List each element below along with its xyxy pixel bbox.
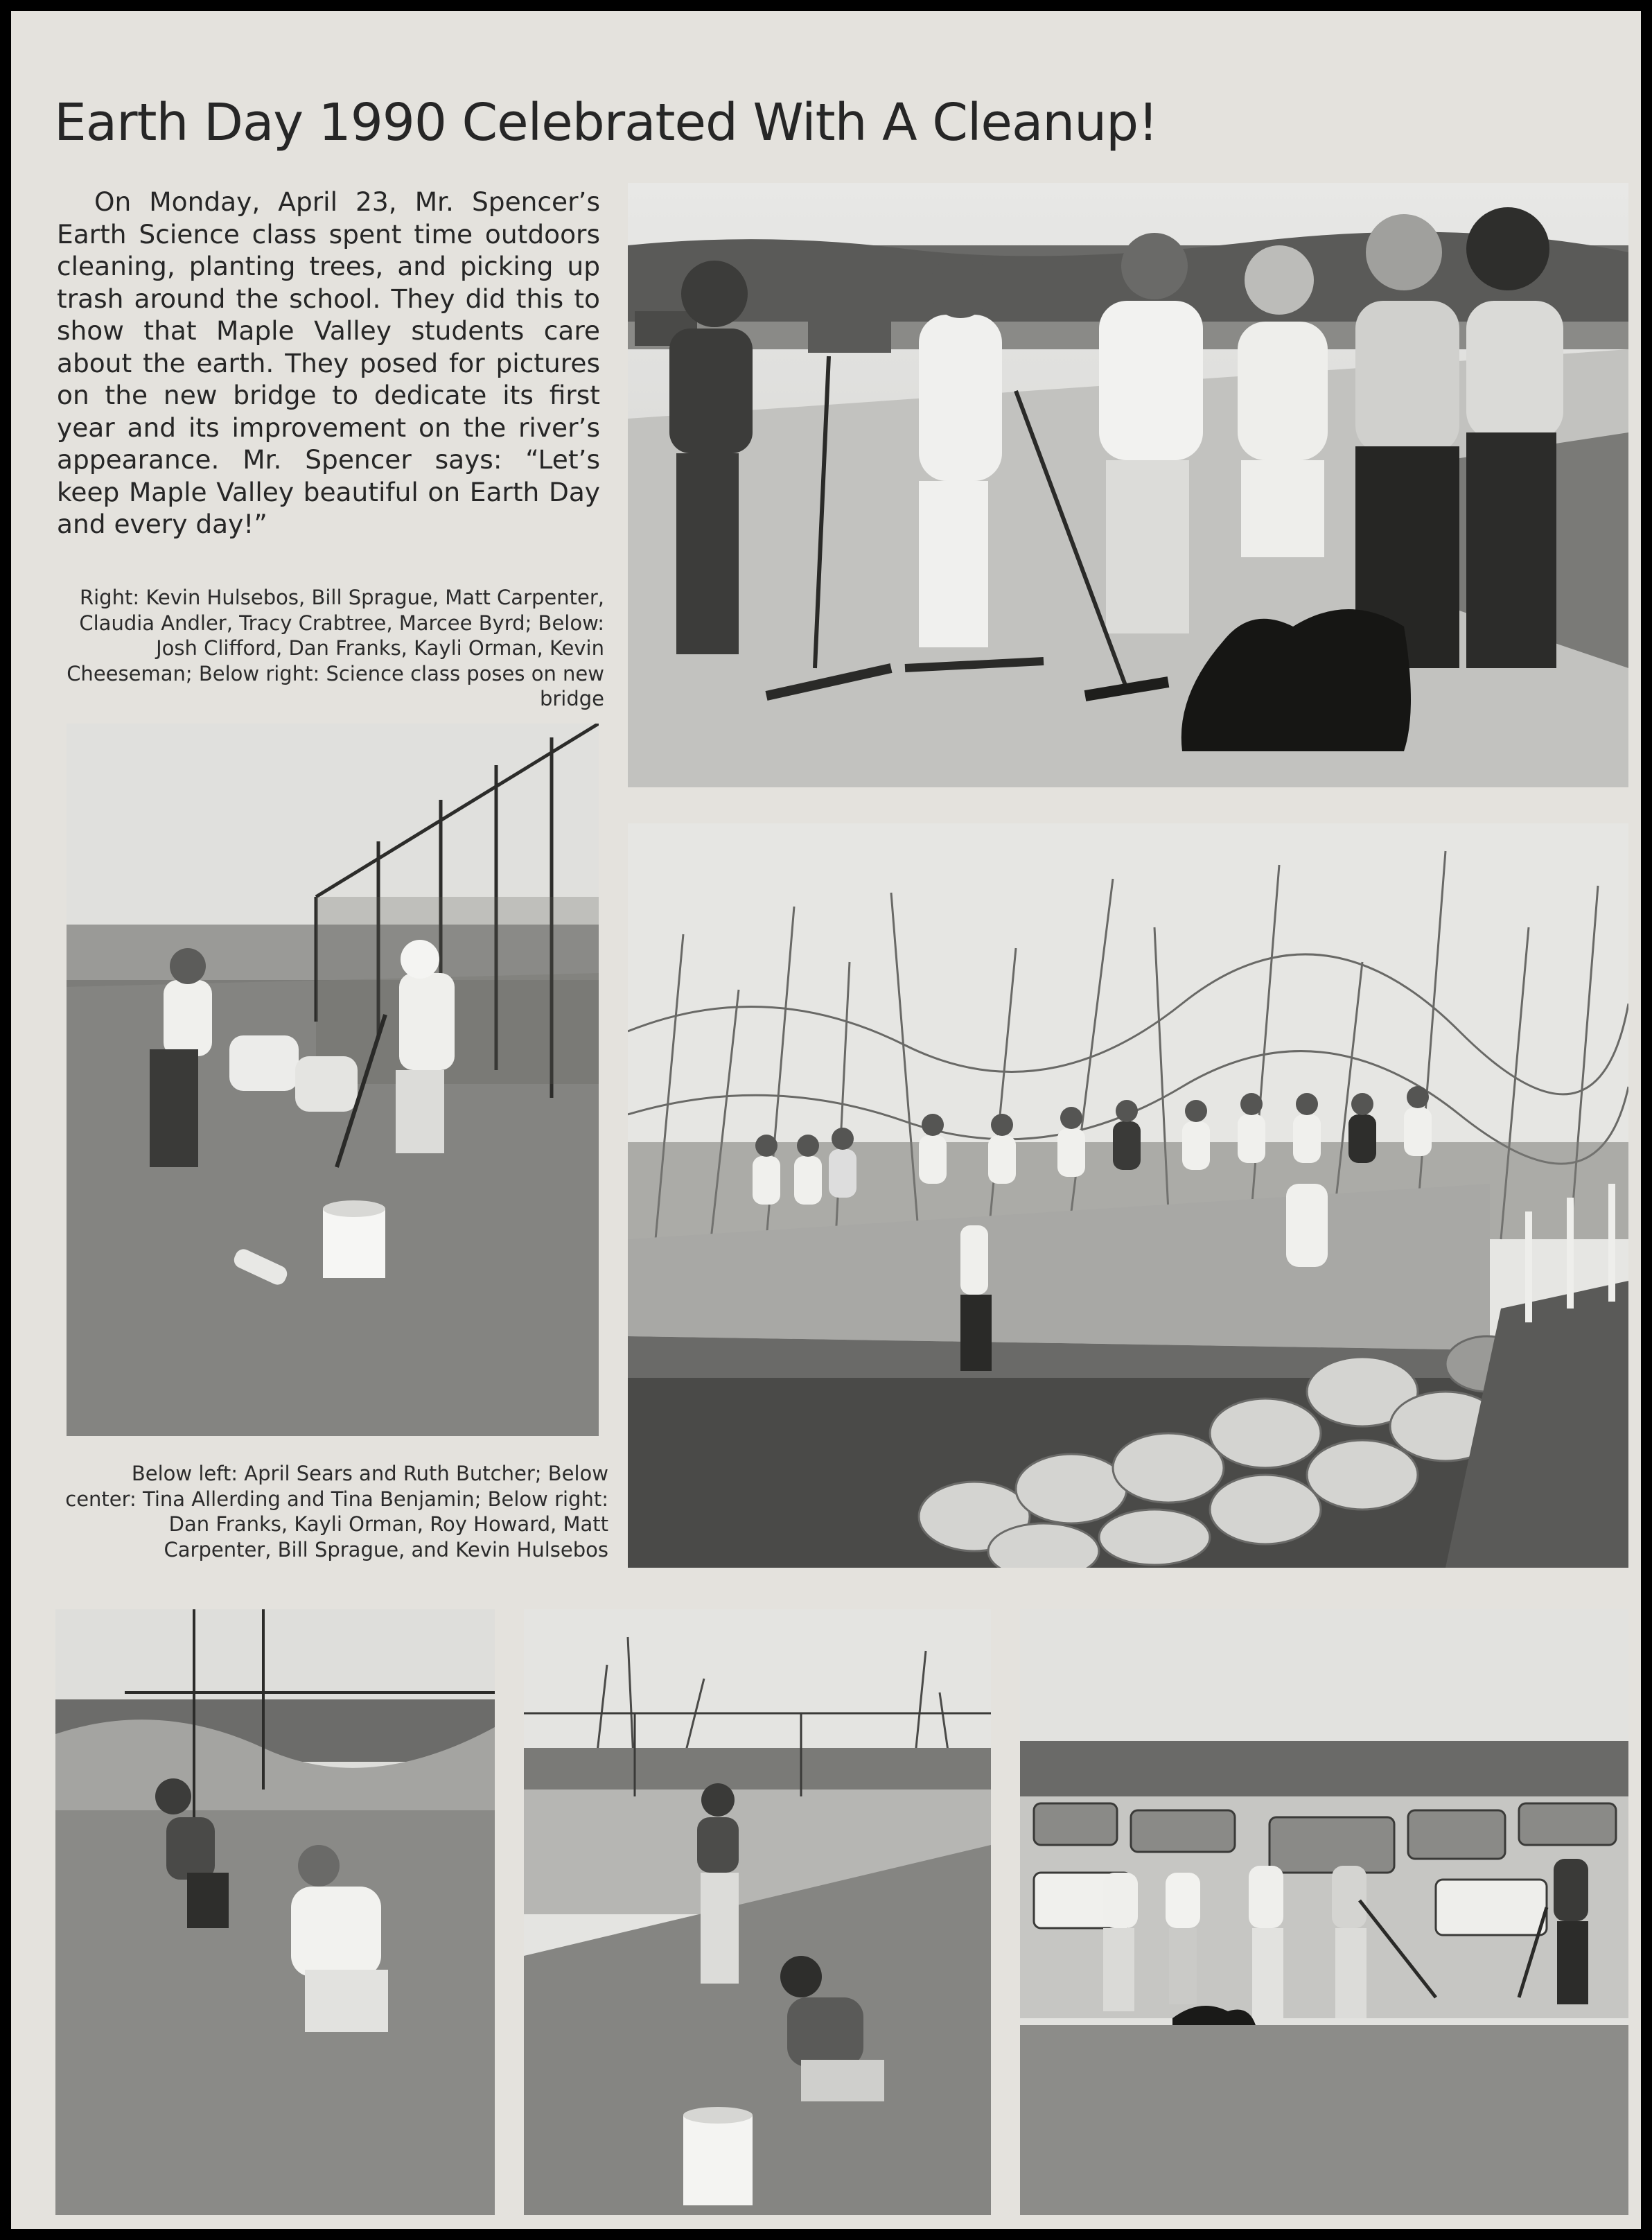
photo-students-kneeling xyxy=(55,1609,495,2215)
photo-students-on-field xyxy=(524,1609,991,2215)
caption-bottom-photos: Below left: April Sears and Ruth Butcher; Below center: Tina Allerding and Tina Benjamin; Below right: Dan Franks, Kayli Orman, Roy Howard, Matt Carpenter, Bill Sprague, and Kevin Hulsebos xyxy=(65,1462,608,1561)
page-title: Earth Day 1990 Celebrated With A Cleanup! xyxy=(54,93,1158,152)
photo-class-on-bridge xyxy=(628,823,1628,1568)
article-body: On Monday, April 23, Mr. Spencer’s Earth Science class spent time outdoors cleaning, planting trees, and picking up trash around the school. They did this to show that Maple Valley students care about the earth. They posed for pictures on the new bridge to dedicate its first year and its improvement on the river’s appearance. Mr. Spencer says: “Let’s keep Maple Valley beautiful on Earth Day and every day!” xyxy=(57,186,600,539)
caption-top-photos: Right: Kevin Hulsebos, Bill Sprague, Matt Carpenter, Claudia Andler, Tracy Crabtree, Marcee Byrd; Below: Josh Clifford, Dan Franks, Kayli Orman, Kevin Cheeseman; Below right: Science class poses on new bridge xyxy=(67,586,604,710)
yearbook-page xyxy=(11,11,1641,2229)
photo-planting-trees xyxy=(67,724,599,1436)
photo-students-with-brooms xyxy=(628,183,1628,787)
photo-parking-lot-cleanup xyxy=(1020,1609,1628,2215)
